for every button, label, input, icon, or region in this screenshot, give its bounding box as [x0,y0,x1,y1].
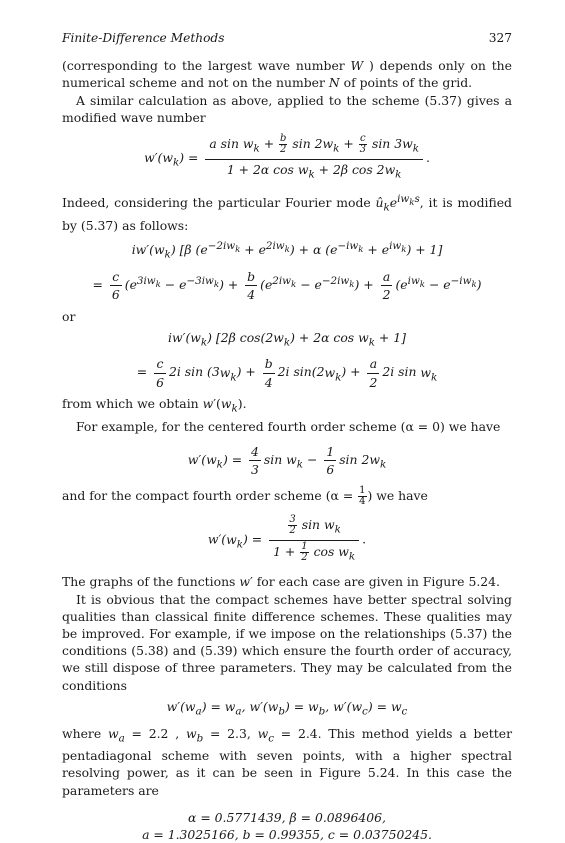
paragraph-7: The graphs of the functions w′ for each case are given in Figure 5.24. [62,574,500,590]
equation-cosine-line2: = $\frac{c}{6}$ 2i $\sin (3w_k)$ + $\frac{b}{4}$ 2i $\sin(2w_k)$ + $\frac{a}{2}$ 2i $\sin w_k$ [136,356,438,390]
page-header [62,30,512,47]
paragraph-4: from which we obtain $w'(w_k)$. [62,395,247,415]
paragraph-6: and for the compact fourth order scheme (α = $\frac{1}{4}$ ) we have [62,485,428,508]
equation-centered-fourth-order: $w'(w_k)$ = $\frac{4}{3}$ $\sin w_k$ − $\frac{1}{6}$ $\sin 2w_k$ [187,443,387,477]
paragraph-3: Indeed, considering the particular Fourier mode $û_ke^{iw_ks}$, it is modified by (5.37) as follows: [62,193,512,234]
equation-compact-fourth-order: $w'(w_k)$ = $\frac{3}{2}$ $\sin w_k$ 1 + $\frac{1}{2}$ $\cos w_k$ . [207,514,367,563]
running-title: Finite-Difference Methods [62,31,225,45]
equation-fourier-mode-line1: $iw'(w_k)$ [β $(e^{-2iw_k} + e^{2iw_k}) + \alpha$ $(e^{-iw_k} + e^{iw_k}) + 1$] [131,240,443,261]
paragraph-2: A similar calculation as above, applied to the scheme (5.37) gives a modified wave number [62,92,512,125]
parameter-values [62,809,512,843]
equation-modified-wave-number: $w'(w_k)$ = a $\sin w_k$ + $\frac{b}{2}$ $\sin 2w_k$ + $\frac{c}{3}$ $\sin 3w_k$ 1 + 2α $\cos w_k + 2\beta$ $\cos 2w_k$ . [144,133,430,181]
page [62,30,512,843]
page-number: 327 [488,31,512,45]
equation-fourier-mode-line2: = $\frac{c}{6}$ $(e^{3iw_k} - e^{-3iw_k})$ + $\frac{b}{4}$ $(e^{2iw_k} - e^{-2iw_k})$ + $\frac{a}{2}$ $(e^{iw_k} - e^{-iw_k})$ [92,269,482,303]
equation-conditions: $w'(w_a) = w_a$, $w'(w_b) = w_b$, $w'(w_c) = w_c$ [166,698,408,718]
paragraph-9: where $w_a = 2.2$ , $w_b = 2.3$, $w_c = 2.4$. This method yields a better pentadiagonal scheme with seven points, with a higher spectral resolving power, as it can be seen in Figure 5.24. In this case the parameters are [62,725,512,798]
paragraph-5: For example, for the centered fourth order scheme (α = 0) we have [76,418,501,434]
parameter-values-line1: α = 0.5771439, β = 0.0896406, [188,809,386,825]
paragraph-1: (corresponding to the largest wave number W ) depends only on the numerical scheme and not on the number N of points of the grid. [62,58,512,91]
equation-cosine-line1: $iw'(w_k)$ [2β $\cos(2w_k) + 2\alpha$ $\cos w_k + 1$] [168,329,406,349]
parameter-values-line2: a = 1.3025166, b = 0.99355, c = 0.03750245. [142,826,432,842]
or-text: or [62,308,76,324]
paragraph-8: It is obvious that the compact schemes have better spectral solving qualities than classical finite difference schemes. These qualities may be improved. For example, if we impose on the relationships (5.37) the conditions (5.38) and (5.39) which ensure the fourth order of accuracy, we still dispose of three parameters. They may be calculated from the conditions [62,591,512,693]
